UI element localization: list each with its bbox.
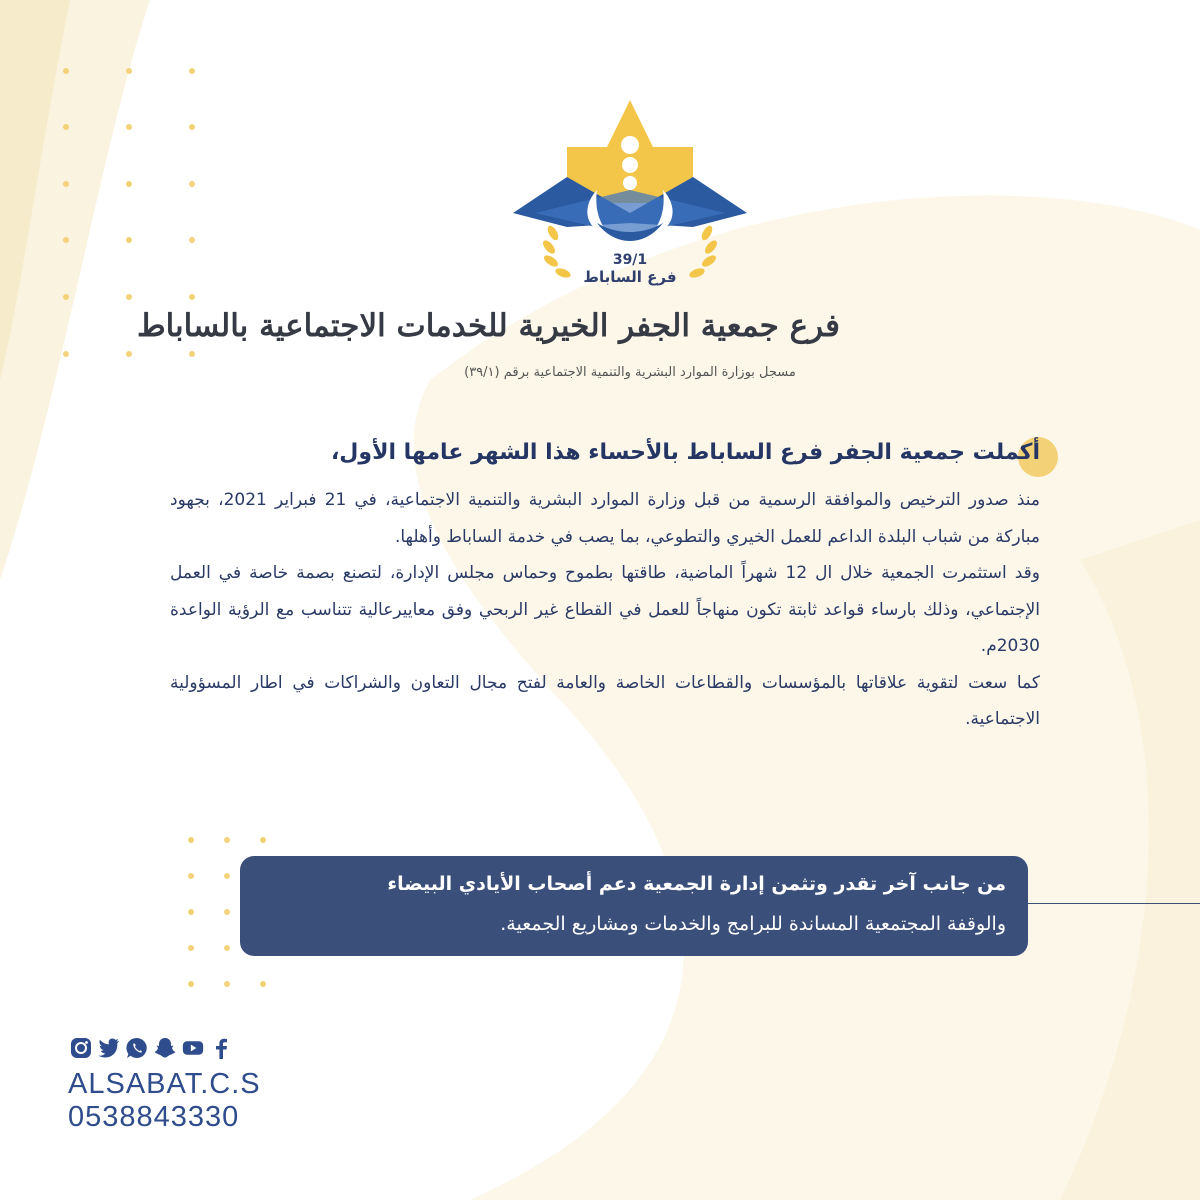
logo-branch-name: فرع الساباط — [583, 268, 677, 286]
phone-number: 0538843330 — [68, 1101, 240, 1133]
social-handle: ALSABAT.C.S — [68, 1068, 261, 1100]
snapchat-icon[interactable] — [154, 1037, 176, 1059]
article-paragraph-3: كما سعت لتقوية علاقاتها بالمؤسسات والقطاعات الخاصة والعامة لفتح مجال التعاون والشراكات في اطار المسؤولية الاجتماعية. — [170, 672, 1040, 729]
facebook-icon[interactable] — [210, 1037, 232, 1059]
article-paragraph-2: وقد استثمرت الجمعية خلال ال 12 شهراً الماضية، طاقتها بطموح وحماس مجلس الإدارة، لتصنع بصمة خاصة في العمل الإجتماعي، وذلك بارساء قواعد ثابتة تكون منهاجاً للعمل في القطاع غير الربحي وفق معاييرعالية تتناسب مع الرؤية الواعدة 2030م. — [170, 563, 1040, 656]
article-headline: أكملت جمعية الجفر فرع الساباط بالأحساء هذا الشهر عامها الأول، — [330, 440, 1040, 465]
logo-registration-number: 39/1 — [612, 252, 648, 268]
social-icons — [70, 1035, 232, 1061]
article-body — [170, 482, 1040, 738]
callout-connector-line — [1028, 903, 1200, 904]
article-paragraph-1: منذ صدور الترخيص والموافقة الرسمية من قبل وزارة الموارد البشرية والتنمية الاجتماعية، في 21 فبراير 2021، بجهود مباركة من شباب البلدة الداعم للعمل الخيري والتطوعي، بما يصب في خدمة الساباط وأهلها. — [170, 490, 1040, 547]
callout-line-2: والوقفة المجتمعية المساندة للبرامج والخدمات ومشاريع الجمعية. — [500, 913, 1006, 935]
organization-registration: مسجل بوزارة الموارد البشرية والتنمية الاجتماعية برقم (٣٩/١) — [464, 365, 796, 380]
youtube-icon[interactable] — [182, 1037, 204, 1059]
instagram-icon[interactable] — [70, 1037, 92, 1059]
callout-line-1: من جانب آخر تقدر وتثمن إدارة الجمعية دعم أصحاب الأيادي البيضاء — [387, 873, 1006, 895]
callout-box — [240, 856, 1028, 956]
twitter-icon[interactable] — [98, 1037, 120, 1059]
whatsapp-icon[interactable] — [126, 1037, 148, 1059]
organization-name: فرع جمعية الجفر الخيرية للخدمات الاجتماعية بالساباط — [136, 308, 840, 344]
